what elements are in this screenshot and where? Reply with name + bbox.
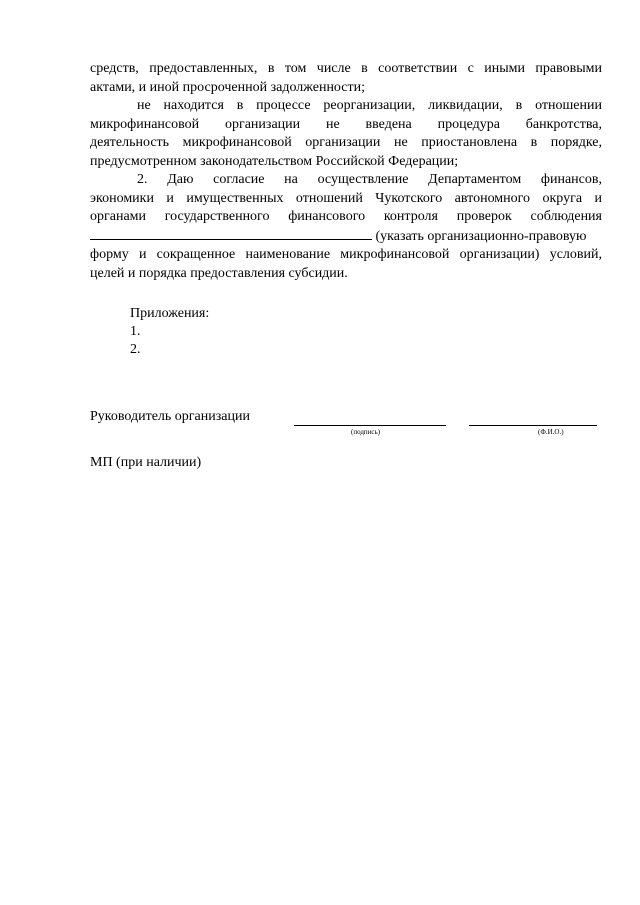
name-caption: (Ф.И.О.) bbox=[538, 428, 564, 436]
signature-caption: (подпись) bbox=[351, 428, 381, 436]
text-line: экономики и имущественных отношений Чукотского автономного округа и bbox=[90, 190, 602, 206]
text-line: целей и порядка предоставления субсидии. bbox=[90, 265, 348, 281]
text-line: органами государственного финансового контроля проверок соблюдения bbox=[90, 209, 602, 224]
blank-hint: (указать организационно-правовую bbox=[372, 228, 587, 244]
name-line[interactable] bbox=[469, 425, 597, 426]
signature-line[interactable] bbox=[294, 425, 446, 426]
stamp-placeholder: МП (при наличии) bbox=[90, 455, 202, 470]
document-body bbox=[90, 60, 602, 283]
fill-in-blank[interactable] bbox=[90, 227, 372, 240]
appendix-title: Приложения: bbox=[130, 306, 210, 321]
text-line: актами, и иной просроченной задолженности; bbox=[90, 79, 365, 95]
appendix-item: 1. bbox=[130, 324, 141, 339]
text-line: форму и сокращенное наименование микрофинансовой организации) условий, bbox=[90, 247, 602, 262]
appendix-item: 2. bbox=[130, 342, 141, 357]
text-line: не находится в процессе реорганизации, ликвидации, в отношении bbox=[137, 98, 602, 113]
text-line: микрофинансовой организации не введена процедура банкротства, bbox=[90, 116, 602, 132]
text-line: 2. Даю согласие на осуществление Департаментом финансов, bbox=[137, 172, 602, 187]
text-line: предусмотренном законодательством Российской Федерации; bbox=[90, 153, 459, 169]
appendix-section bbox=[130, 305, 209, 359]
signatory-label: Руководитель организации bbox=[90, 409, 250, 424]
text-line: средств, предоставленных, в том числе в соответствии с иными правовыми bbox=[90, 61, 602, 76]
text-line-with-blank bbox=[90, 227, 602, 247]
text-line: деятельность микрофинансовой организации не приостановлена в порядке, bbox=[90, 135, 602, 150]
